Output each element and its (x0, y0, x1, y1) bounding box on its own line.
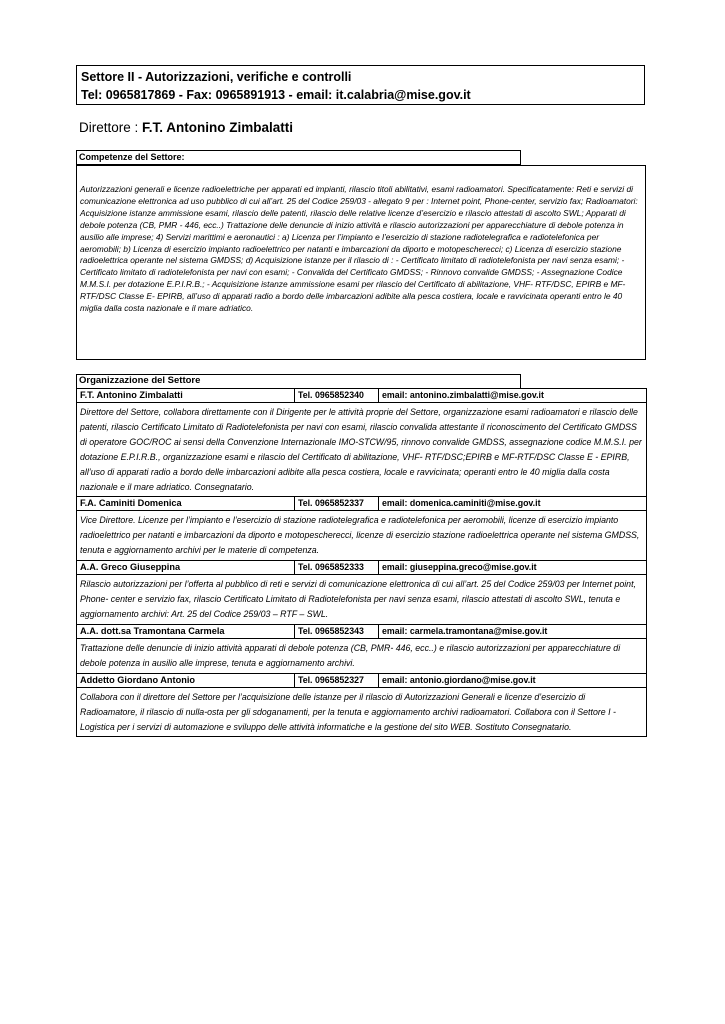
staff-name: A.A. Greco Giuseppina (77, 561, 295, 575)
staff-description: Trattazione delle denuncie di inizio attività apparati di debole potenza (CB, PMR- 446, ecc..) e rilascio autorizzazioni per apparecchiature di debole potenza in ausilio alle imprese, tenuta e aggiornamento archivi. (77, 638, 647, 673)
table-row (77, 575, 647, 625)
staff-description: Direttore del Settore, collabora direttamente con il Dirigente per le attività proprie del Settore, organizzazione esami radioamatori e rilascio delle patenti, rilascio Certificato Limitato di Radiotelefonista per navi con esami, rilascio convalida attestante il riconoscimento del Certificato GMDSS di operatore GOC/ROC ai sensi della Convenzione Internazionale IMO-STCW/95, rinnovo convalide GMDSS, assegnazione codice M.M.S.I. per dotazione E.P.I.R.B., organizzazione esami e rilascio del Certificato di abilitazione, VHF- RTF/DSC;EPIRB e MF-RTF/DSC Classe E - EPIRB, all’uso di apparati radio a bordo delle imbarcazioni adibite alla pesca costiera, locale e ravvicinata; operanti entro le 40 miglia dalla costa nazionale e il mare adriatico. Consegnatario. (77, 403, 647, 497)
table-row (77, 624, 647, 638)
sector-contacts: Tel: 0965817869 - Fax: 0965891913 - email: it.calabria@mise.gov.it (81, 88, 471, 102)
staff-name: Addetto Giordano Antonio (77, 673, 295, 687)
staff-email: email: antonino.zimbalatti@mise.gov.it (379, 389, 647, 403)
staff-table (76, 388, 647, 737)
sector-title: Settore II - Autorizzazioni, verifiche e controlli (81, 70, 352, 84)
competenze-text: Autorizzazioni generali e licenze radioelettriche per apparati ed impianti, rilascio titoli abilitativi, esami radioamatori. Specificatamente: Reti e servizi di comunicazione elettronica ad uso pubblico di cui all’art. 25 del Codice 259/03 - allegato 9 per : Internet point, Phone-center, servizio fax; Radioamatori: Acquisizione istanze ammissione esami, rilascio delle patenti, rilascio delle relative licenze d’esercizio e rilascio attestati di ascolto SWL; Apparati di debole potenza (CB, PMR - 446, ecc..) Trattazione delle denuncie di inizio attività e rilascio autorizzazioni per apparecchiature di debole potenza in ausilio alle imprese; 4) Servizi marittimi e aeronautici : a) Licenza per l’impianto e l’esercizio di stazione radiotelegrafica e radiotelefonica per aeromobili; b) Licenza di esercizio impianto radioelettrico per natanti e imbarcazioni da diporto e motopescherecci; c) Licenza di esercizio stazione radioelettrica operante nel sistema GMDSS; d) Acquisizione istanze per il rilascio di : - Certificato limitato di radiotelefonista per navi senza esami; - Certificato limitato di radiotelefonista per navi con esami; - Convalida del Certificato GMDSS; - Rinnovo convalide GMDSS; - Assegnazione Codice M.M.S.I. per dotazione E.P.I.R.B.; - Acquisizione istanze ammissione esami per rilascio del Certificato di abilitazione, VHF- RTF/DSC, EPIRB e MF-RTF/DSC Classe E- EPIRB, all’uso di apparati radio a bordo delle imbarcazioni adibite alla pesca costiera, locale e ravvicinata operanti entro le 40 miglia dalla costa nazionale e il mare adriatico. (80, 184, 638, 314)
staff-tel: Tel. 0965852333 (295, 561, 379, 575)
competenze-box (76, 165, 646, 360)
staff-description: Rilascio autorizzazioni per l’offerta al pubblico di reti e servizi di comunicazione elettronica di cui all’art. 25 del Codice 259/03 per Internet point, Phone- center e servizio fax, rilascio Certificato Limitato di Radiotelefonista per navi senza esami, rilascio attestati di ascolto SWL, tenuta e aggiornamento archivi: Art. 25 del Codice 259/03 – RTF – SWL. (77, 575, 647, 625)
staff-tel: Tel. 0965852343 (295, 624, 379, 638)
staff-tel: Tel. 0965852340 (295, 389, 379, 403)
staff-description: Collabora con il direttore del Settore per l’acquisizione delle istanze per il rilascio di Autorizzazioni Generali e licenze d’esercizio di Radioamatore, il rilascio di nulla-osta per gli sdoganamenti, per la tenuta e aggiornamento archivi radioamatori. Collabora con il Settore I - Logistica per i servizi di automazione e sviluppo delle attività informatiche e la gestione del sito WEB. Sostituto Consegnatario. (77, 687, 647, 737)
staff-email: email: domenica.caminiti@mise.gov.it (379, 497, 647, 511)
staff-email: email: antonio.giordano@mise.gov.it (379, 673, 647, 687)
director-name: F.T. Antonino Zimbalatti (142, 120, 294, 135)
competenze-label: Competenze del Settore: (76, 150, 521, 165)
staff-email: email: giuseppina.greco@mise.gov.it (379, 561, 647, 575)
table-row (77, 638, 647, 673)
staff-tel: Tel. 0965852337 (295, 497, 379, 511)
table-row (77, 687, 647, 737)
staff-name: A.A. dott.sa Tramontana Carmela (77, 624, 295, 638)
table-row (77, 511, 647, 561)
organizzazione-label: Organizzazione del Settore (76, 374, 521, 389)
staff-name: F.T. Antonino Zimbalatti (77, 389, 295, 403)
table-row (77, 673, 647, 687)
table-row (77, 389, 647, 403)
staff-description: Vice Direttore. Licenze per l’impianto e l’esercizio di stazione radiotelegrafica e radiotelefonica per aeromobili, licenze di esercizio impianto radioelettrico per natanti e imbarcazioni da diporto e motopescherecci, licenze di esercizio stazione radioelettrica operante nel sistema GMDSS, tenuta e aggiornamento archivi per le materie di competenza. (77, 511, 647, 561)
director-line (79, 120, 293, 135)
table-row (77, 497, 647, 511)
table-row (77, 561, 647, 575)
staff-name: F.A. Caminiti Domenica (77, 497, 295, 511)
table-row (77, 403, 647, 497)
staff-tel: Tel. 0965852327 (295, 673, 379, 687)
director-label: Direttore : (79, 120, 143, 135)
staff-email: email: carmela.tramontana@mise.gov.it (379, 624, 647, 638)
sector-header-box (76, 65, 645, 105)
